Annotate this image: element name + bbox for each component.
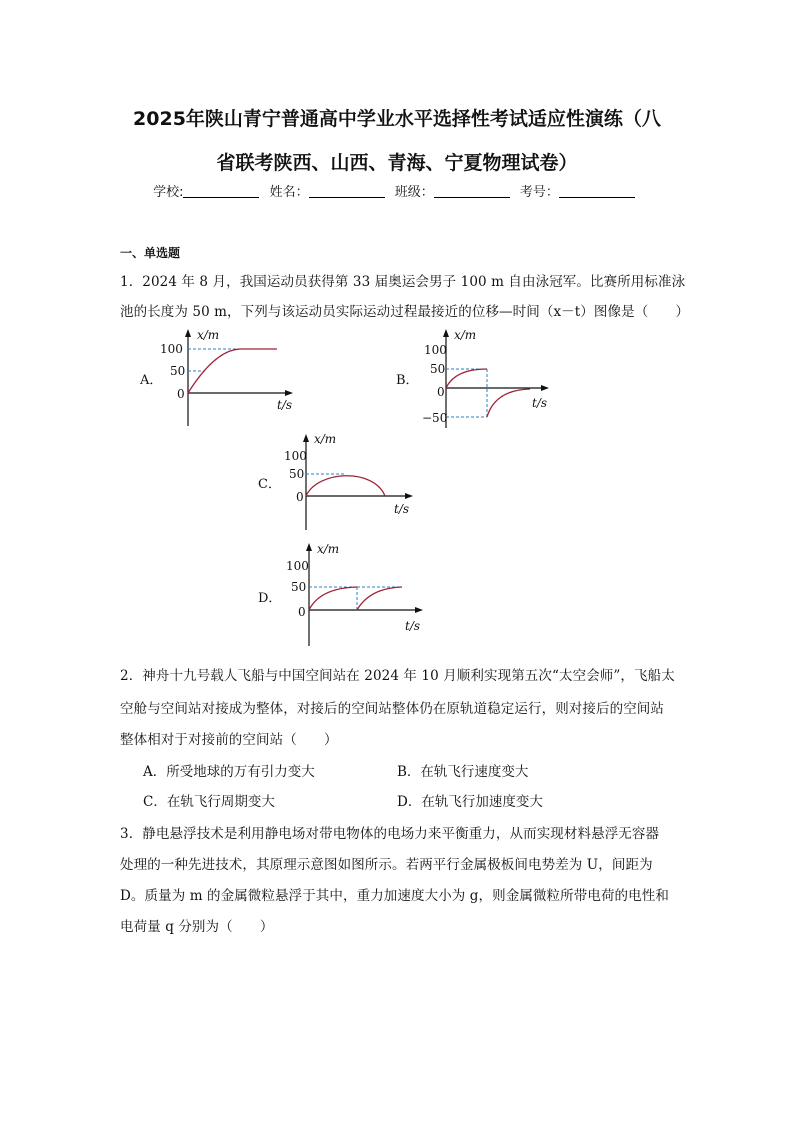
y-axis-arrow (185, 329, 191, 337)
exam-title-line1: 2025年陕山青宁普通高中学业水平选择性考试适应性演练（八 (133, 108, 661, 130)
q2-option-c[interactable]: C．在轨飞行周期变大 (143, 794, 275, 810)
q1-option-b-label[interactable]: B． (396, 373, 419, 388)
tick-100: 100 (284, 449, 307, 463)
y-axis-label: x/m (314, 432, 337, 446)
name-label: 姓名： (269, 185, 309, 200)
tick-0: 0 (177, 387, 185, 401)
q1-graph-a (150, 322, 310, 432)
q2-text-line2: 空舱与空间站对接成为整体，对接后的空间站整体仍在原轨道稳定运行，则对接后的空间站 (120, 701, 664, 717)
tick-50: 50 (291, 580, 307, 594)
tick-0: 0 (298, 605, 306, 619)
q1-text-line1: 1．2024 年 8 月，我国运动员获得第 33 届奥运会男子 100 m 自由泳冠军。比赛所用标准泳 (120, 274, 686, 290)
x-axis-label: t/s (532, 396, 548, 410)
x-axis-label: t/s (277, 398, 293, 412)
q1-option-d-label[interactable]: D． (258, 591, 282, 606)
tick-50: 50 (430, 362, 446, 376)
tick-100: 100 (160, 342, 183, 356)
section-title: 一、单选题 (120, 246, 181, 260)
tick-100: 100 (286, 559, 309, 573)
q3-text-line4: 电荷量 q 分别为（ ） (120, 919, 274, 935)
x-axis-label: t/s (405, 619, 421, 633)
q2-option-b[interactable]: B．在轨飞行速度变大 (397, 764, 529, 780)
x-axis-arrow (415, 607, 423, 613)
y-axis-arrow (303, 434, 309, 442)
name-blank[interactable] (309, 185, 385, 198)
q1-text-line2: 池的长度为 50 m，下列与该运动员实际运动过程最接近的位移—时间（x－t）图像是（ ） (120, 304, 690, 320)
y-axis-arrow (443, 329, 449, 337)
q1-graph-d (280, 537, 430, 647)
y-axis-label: x/m (197, 328, 220, 342)
q3-text-line2: 处理的一种先进技术，其原理示意图如图所示。若两平行金属极板间电势差为 U，间距为 (120, 857, 653, 873)
tick-neg50: −50 (422, 411, 448, 425)
exam-title-line2: 省联考陕西、山西、青海、宁夏物理试卷） (216, 152, 578, 174)
exam-no-label: 考号： (519, 185, 559, 200)
y-axis-label: x/m (317, 542, 340, 556)
curve-first (309, 587, 357, 610)
q1-option-a-label[interactable]: A． (140, 373, 163, 388)
class-blank[interactable] (434, 185, 510, 198)
school-blank[interactable] (183, 185, 259, 198)
student-info-row (0, 181, 794, 200)
q2-text-line1: 2．神舟十九号载人飞船与中国空间站在 2024 年 10 月顺利实现第五次“太空会师”，飞船太 (120, 668, 675, 684)
q2-option-d[interactable]: D．在轨飞行加速度变大 (397, 794, 543, 810)
x-axis-arrow (541, 385, 549, 391)
exam-no-blank[interactable] (559, 185, 635, 198)
q1-graph-b (420, 322, 560, 432)
q3-text-line3: D。质量为 m 的金属微粒悬浮于其中，重力加速度大小为 g，则金属微粒所带电荷的电性和 (120, 888, 669, 904)
q2-text-line3: 整体相对于对接前的空间站（ ） (120, 732, 338, 748)
curve (306, 476, 385, 496)
x-axis-arrow (285, 390, 293, 396)
tick-50: 50 (289, 467, 305, 481)
school-label: 学校: (153, 185, 184, 200)
curve-back (487, 389, 530, 417)
y-axis-arrow (306, 543, 312, 551)
q2-option-a[interactable]: A．所受地球的万有引力变大 (143, 764, 315, 780)
x-axis-label: t/s (394, 502, 410, 516)
class-label: 班级： (394, 185, 434, 200)
tick-0: 0 (296, 490, 304, 504)
curve-out (446, 369, 487, 388)
y-axis-label: x/m (454, 328, 477, 342)
tick-100: 100 (424, 343, 447, 357)
x-axis-arrow (405, 493, 413, 499)
q1-graph-c (280, 428, 420, 533)
curve-second (357, 587, 402, 610)
q1-option-c-label[interactable]: C． (258, 477, 281, 492)
q3-text-line1: 3．静电悬浮技术是利用静电场对带电物体的电场力来平衡重力，从而实现材料悬浮无容器 (120, 826, 660, 842)
curve (188, 349, 277, 393)
tick-50: 50 (170, 364, 186, 378)
tick-0: 0 (437, 385, 445, 399)
